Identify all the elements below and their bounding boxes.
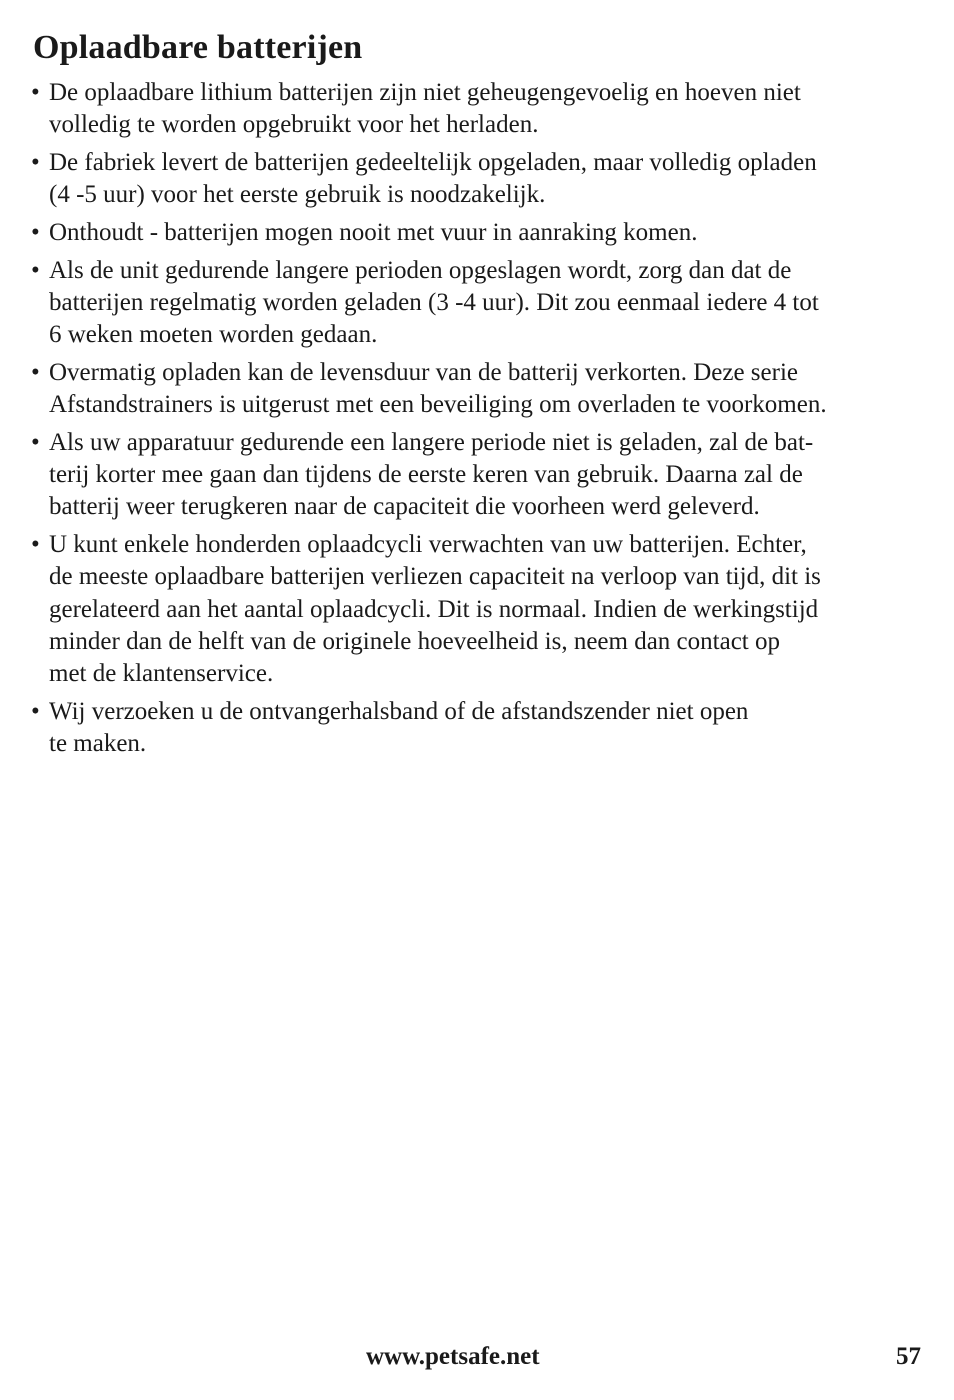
footer-url: www.petsafe.net — [366, 1343, 540, 1370]
bullet-line: De oplaadbare lithium batterijen zijn niet geheugengevoelig en hoeven niet — [49, 79, 801, 106]
bullet-dot: • — [31, 79, 40, 106]
bullet-line: batterij weer terugkeren naar de capaciteit die voorheen werd geleverd. — [49, 493, 760, 521]
bullet-dot: • — [31, 256, 40, 284]
bullet-line: 6 weken moeten worden gedaan. — [49, 321, 378, 349]
bullet-item — [31, 77, 925, 141]
bullet-line: Onthoudt - batterijen mogen nooit met vuur in aanraking komen. — [49, 219, 698, 246]
page-number: 57 — [896, 1343, 921, 1370]
bullet-line: Wij verzoeken u de ontvangerhalsband of de afstandszender niet open — [49, 697, 749, 725]
bullet-dot: • — [31, 219, 40, 246]
bullet-line: minder dan de helft van de originele hoeveelheid is, neem dan contact op — [49, 627, 780, 655]
bullet-item — [31, 255, 925, 352]
bullet-line: de meeste oplaadbare batterijen verliezen capaciteit na verloop van tijd, dit is — [49, 563, 821, 591]
bullet-line: U kunt enkele honderden oplaadcycli verwachten van uw batterijen. Echter, — [49, 531, 807, 559]
bullet-line: (4 -5 uur) voor het eerste gebruik is noodzakelijk. — [49, 181, 546, 209]
bullet-dot: • — [31, 429, 40, 456]
bullet-line: terij korter mee gaan dan tijdens de eerste keren van gebruik. Daarna zal de — [49, 461, 803, 489]
bullet-dot: • — [31, 531, 40, 559]
bullet-item — [31, 357, 925, 421]
bullet-line: Overmatig opladen kan de levensduur van de batterij verkorten. Deze serie — [49, 359, 798, 386]
bullet-list — [31, 77, 925, 766]
bullet-line: gerelateerd aan het aantal oplaadcycli. Dit is normaal. Indien de werkingstijd — [49, 595, 819, 623]
bullet-dot: • — [31, 149, 40, 176]
bullet-line: Als uw apparatuur gedurende een langere periode niet is geladen, zal de bat- — [49, 429, 814, 456]
bullet-line: volledig te worden opgebruikt voor het herladen. — [49, 111, 539, 139]
bullet-item — [31, 427, 925, 524]
bullet-dot: • — [31, 359, 40, 386]
bullet-line: te maken. — [49, 730, 147, 758]
bullet-item — [31, 217, 925, 249]
bullet-line: De fabriek levert de batterijen gedeeltelijk opgeladen, maar volledig opladen — [49, 149, 817, 176]
bullet-dot: • — [31, 697, 40, 725]
bullet-item — [31, 696, 925, 760]
bullet-line: met de klantenservice. — [49, 660, 274, 688]
bullet-line: Afstandstrainers is uitgerust met een beveiliging om overladen te voorkomen. — [49, 391, 827, 419]
bullet-line: batterijen regelmatig worden geladen (3 -4 uur). Dit zou eenmaal iedere 4 tot — [49, 289, 819, 316]
bullet-item — [31, 147, 925, 211]
bullet-line: Als de unit gedurende langere perioden opgeslagen wordt, zorg dan dat de — [49, 256, 792, 284]
page-title: Oplaadbare batterijen — [33, 29, 363, 66]
bullet-item — [31, 529, 925, 690]
